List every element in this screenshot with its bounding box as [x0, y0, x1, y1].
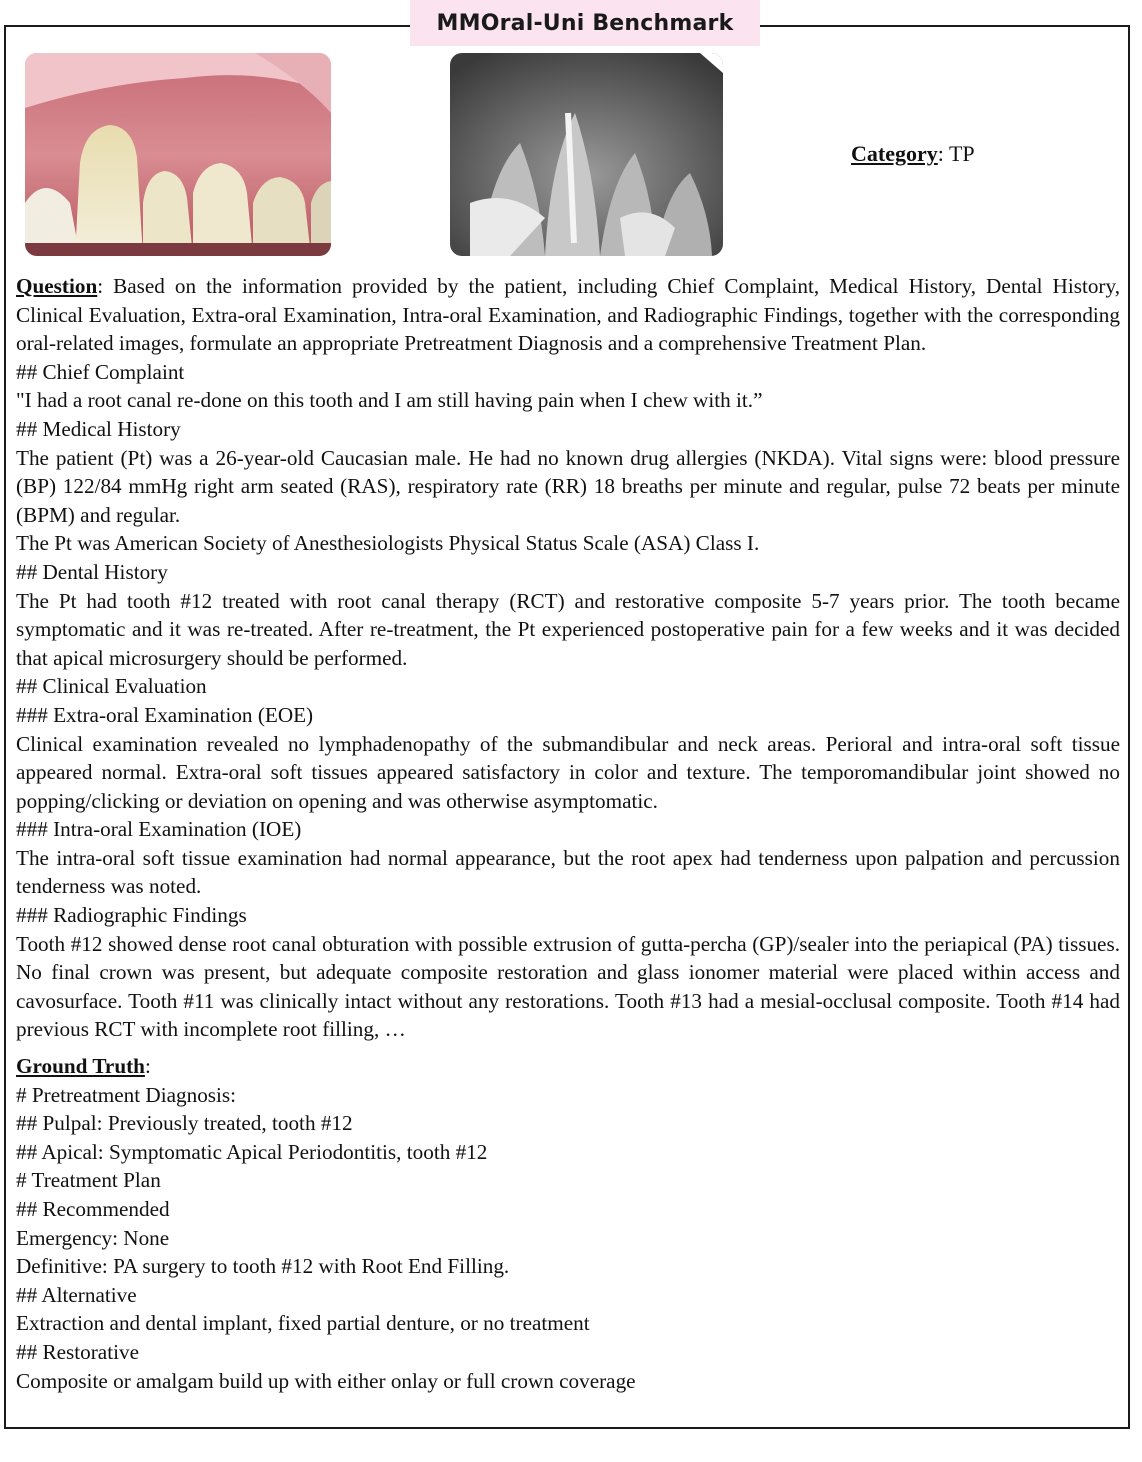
chief-complaint-heading: ## Chief Complaint	[16, 359, 185, 384]
ground-truth-line: ## Pulpal: Previously treated, tooth #12	[16, 1111, 353, 1136]
radiographic-text: Tooth #12 showed dense root canal obturation with possible extrusion of gutta-percha (GP)/sealer into the periapical (PA) tissues. No final crown was present, but adequate composite restoration and glass ionomer material were placed within access and cavosurface. Tooth #11 was clinically intact without any restorations. Tooth #13 had a mesial-occlusal composite. Tooth #14 had previous RCT with incomplete root filling, …	[16, 931, 1120, 1042]
benchmark-title: MMOral-Uni Benchmark	[436, 10, 734, 36]
clinical-evaluation-heading: ## Clinical Evaluation	[16, 674, 207, 699]
category-separator: :	[937, 141, 944, 166]
ground-truth-line: Composite or amalgam build up with either onlay or full crown coverage	[16, 1368, 636, 1393]
medical-history-text: The patient (Pt) was a 26-year-old Caucasian male. He had no known drug allergies (NKDA). Vital signs were: blood pressure (BP) 122/84 mmHg right arm seated (RAS), respiratory rate (RR) 18 breaths per minute and regular, pulse 72 beats per minute (BPM) and regular.	[16, 445, 1120, 527]
case-content	[16, 272, 1120, 1395]
dental-history-heading: ## Dental History	[16, 559, 168, 584]
clinical-intraoral-photo	[25, 53, 331, 256]
extra-oral-heading: ### Extra-oral Examination (EOE)	[16, 702, 314, 727]
ground-truth-line: ## Recommended	[16, 1197, 170, 1221]
periapical-radiograph	[450, 53, 723, 256]
ground-truth-line: Emergency: None	[16, 1225, 170, 1250]
question-paragraph	[16, 272, 1120, 358]
ground-truth-line: ## Alternative	[16, 1282, 137, 1307]
question-label: Question	[16, 274, 98, 298]
dental-history-text: The Pt had tooth #12 treated with root canal therapy (RCT) and restorative composite 5-7 years prior. The tooth became symptomatic and it was re-treated. After re-treatment, the Pt experienced postoperative pain for a few weeks and it was decided that apical microsurgery should be performed.	[16, 588, 1120, 670]
benchmark-title-banner	[410, 0, 760, 46]
intra-oral-text: The intra-oral soft tissue examination had normal appearance, but the root apex had tenderness upon palpation and percussion tenderness was noted.	[16, 845, 1120, 899]
category-label: Category	[851, 141, 938, 166]
ground-truth-separator: :	[144, 1054, 151, 1079]
question-intro: : Based on the information provided by the patient, including Chief Complaint, Medical History, Dental History, Clinical Evaluation, Extra-oral Examination, Intra-oral Examination, and Radiographic Findings, together with the corresponding oral-related images, formulate an appropriate Pretreatment Diagnosis and a comprehensive Treatment Plan.	[16, 274, 1120, 356]
ground-truth-line: ## Restorative	[16, 1339, 139, 1364]
category-line	[851, 141, 975, 167]
ground-truth-line: Extraction and dental implant, fixed partial denture, or no treatment	[16, 1311, 590, 1336]
chief-complaint-text: "I had a root canal re-done on this tooth and I am still having pain when I chew with it.”	[16, 388, 763, 413]
category-value: TP	[943, 141, 975, 166]
radiographic-heading: ### Radiographic Findings	[16, 903, 247, 928]
extra-oral-text: Clinical examination revealed no lymphadenopathy of the submandibular and neck areas. Perioral and intra-oral soft tissue appeared normal. Extra-oral soft tissues appeared satisfactory in color and texture. The temporomandibular joint showed no popping/clicking or deviation on opening and was otherwise asymptomatic.	[16, 731, 1120, 813]
ground-truth-line: # Pretreatment Diagnosis:	[16, 1082, 237, 1107]
ground-truth-line: Definitive: PA surgery to tooth #12 with Root End Filling.	[16, 1254, 510, 1279]
intra-oral-heading: ### Intra-oral Examination (IOE)	[16, 817, 302, 842]
ground-truth-label: Ground Truth	[16, 1054, 145, 1079]
ground-truth-line: # Treatment Plan	[16, 1168, 161, 1193]
medical-history-asa: The Pt was American Society of Anesthesiologists Physical Status Scale (ASA) Class I.	[16, 531, 760, 556]
ground-truth-line: ## Apical: Symptomatic Apical Periodontitis, tooth #12	[16, 1139, 488, 1164]
medical-history-heading: ## Medical History	[16, 416, 181, 441]
ground-truth-heading	[16, 1052, 1120, 1081]
